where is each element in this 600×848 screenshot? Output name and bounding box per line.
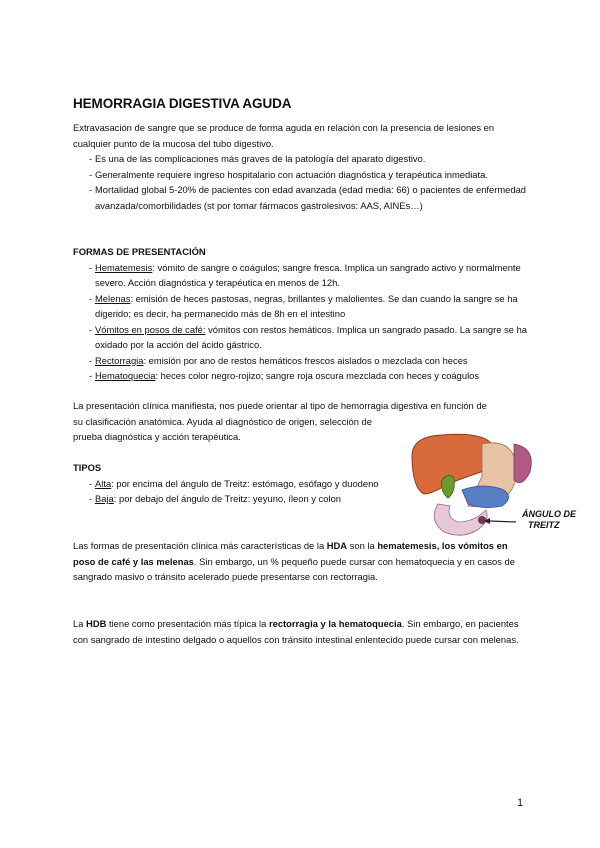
list-item: - Es una de las complicaciones más graves de la patología del aparato digestivo. bbox=[73, 151, 528, 167]
spleen-shape bbox=[514, 444, 531, 483]
tipos-list bbox=[73, 476, 383, 507]
list-item: - Rectorragia: emisión por ano de restos hemáticos frescos aislados o mezclada con heces bbox=[73, 353, 528, 369]
list-item: - Generalmente requiere ingreso hospitalario con actuación diagnóstica y terapéutica inmediata. bbox=[73, 167, 528, 183]
list-item: - Melenas: emisión de heces pastosas, negras, brillantes y malolientes. Se dan cuando la sangre se ha digerido; es decir, ha permanecido más de 8h en el intestino bbox=[73, 291, 528, 322]
page-number: 1 bbox=[517, 797, 524, 809]
treitz-angle-marker bbox=[478, 516, 486, 524]
list-item: - Hematoquecia: heces color negro-rojizo; sangre roja oscura mezclada con heces y coágulos bbox=[73, 368, 528, 384]
treitz-label: ÁNGULO DE bbox=[522, 509, 576, 519]
treitz-label: TREITZ bbox=[528, 520, 560, 530]
list-item: - Alta: por encima del ángulo de Treitz: estómago, esófago y duodeno bbox=[73, 476, 383, 492]
formas-list bbox=[73, 260, 528, 384]
clinica-line: La presentación clínica manifiesta, nos puede orientar al tipo de hemorragia digestiva en función de bbox=[73, 400, 487, 411]
intro-list bbox=[73, 151, 528, 213]
list-item: - Mortalidad global 5-20% de pacientes con edad avanzada (edad media: 66) o pacientes de enfermedad avanzada/comorbilidades (st por tomar fármacos gastrolesivos: AAS, AINEs…) bbox=[73, 182, 528, 213]
hda-section bbox=[73, 538, 528, 585]
formas-section bbox=[73, 244, 528, 384]
gallbladder-shape bbox=[442, 475, 455, 498]
intro-section bbox=[73, 120, 528, 213]
clinica-line: su clasificación anatómica. Ayuda al diagnóstico de origen, selección de bbox=[73, 415, 372, 427]
pancreas-shape bbox=[462, 486, 509, 508]
treitz-pointer-arrow bbox=[490, 521, 516, 522]
hdb-section bbox=[73, 616, 528, 647]
treitz-anatomy-figure bbox=[398, 432, 584, 540]
hdb-paragraph: La HDB tiene como presentación más típica la rectorragia y la hematoquecia. Sin embargo, en pacientes con sangrado de intestino delgado o aquellos con tránsito intestinal enlentecido puede cursar con melenas. bbox=[73, 618, 519, 645]
list-item: - Hematemesis: vómito de sangre o coágulos; sangre fresca. Implica un sangrado activo y normalmente severo. Acción diagnóstica y terapéutica en menos de 12h. bbox=[73, 260, 528, 291]
list-item: - Baja: por debajo del ángulo de Treitz: yeyuno, íleon y colon bbox=[73, 491, 383, 507]
clinica-line: prueba diagnóstica y acción terapéutica. bbox=[73, 431, 241, 442]
tipos-section bbox=[73, 460, 383, 507]
hda-paragraph: Las formas de presentación clínica más características de la HDA son la hematemesis, los vómitos en poso de café y las melenas. Sin embargo, un % pequeño puede cursar con hematoquecia y en casos de sangrado masivo o tránsito acelerado puede presentarse con rectorragia. bbox=[73, 540, 515, 582]
intro-paragraph: Extravasación de sangre que se produce de forma aguda en relación con la presencia de lesiones en cualquier punto de la mucosa del tubo digestivo. bbox=[73, 122, 495, 149]
treitz-illustration bbox=[398, 432, 584, 540]
list-item: - Vómitos en posos de café: vómitos con restos hemáticos. Implica un sangrado pasado. La sangre se ha oxidado por la acción del ácido gástrico. bbox=[73, 322, 528, 353]
formas-heading: FORMAS DE PRESENTACIÓN bbox=[73, 246, 206, 257]
page-title: HEMORRAGIA DIGESTIVA AGUDA bbox=[73, 96, 292, 111]
tipos-heading: TIPOS bbox=[73, 462, 102, 473]
